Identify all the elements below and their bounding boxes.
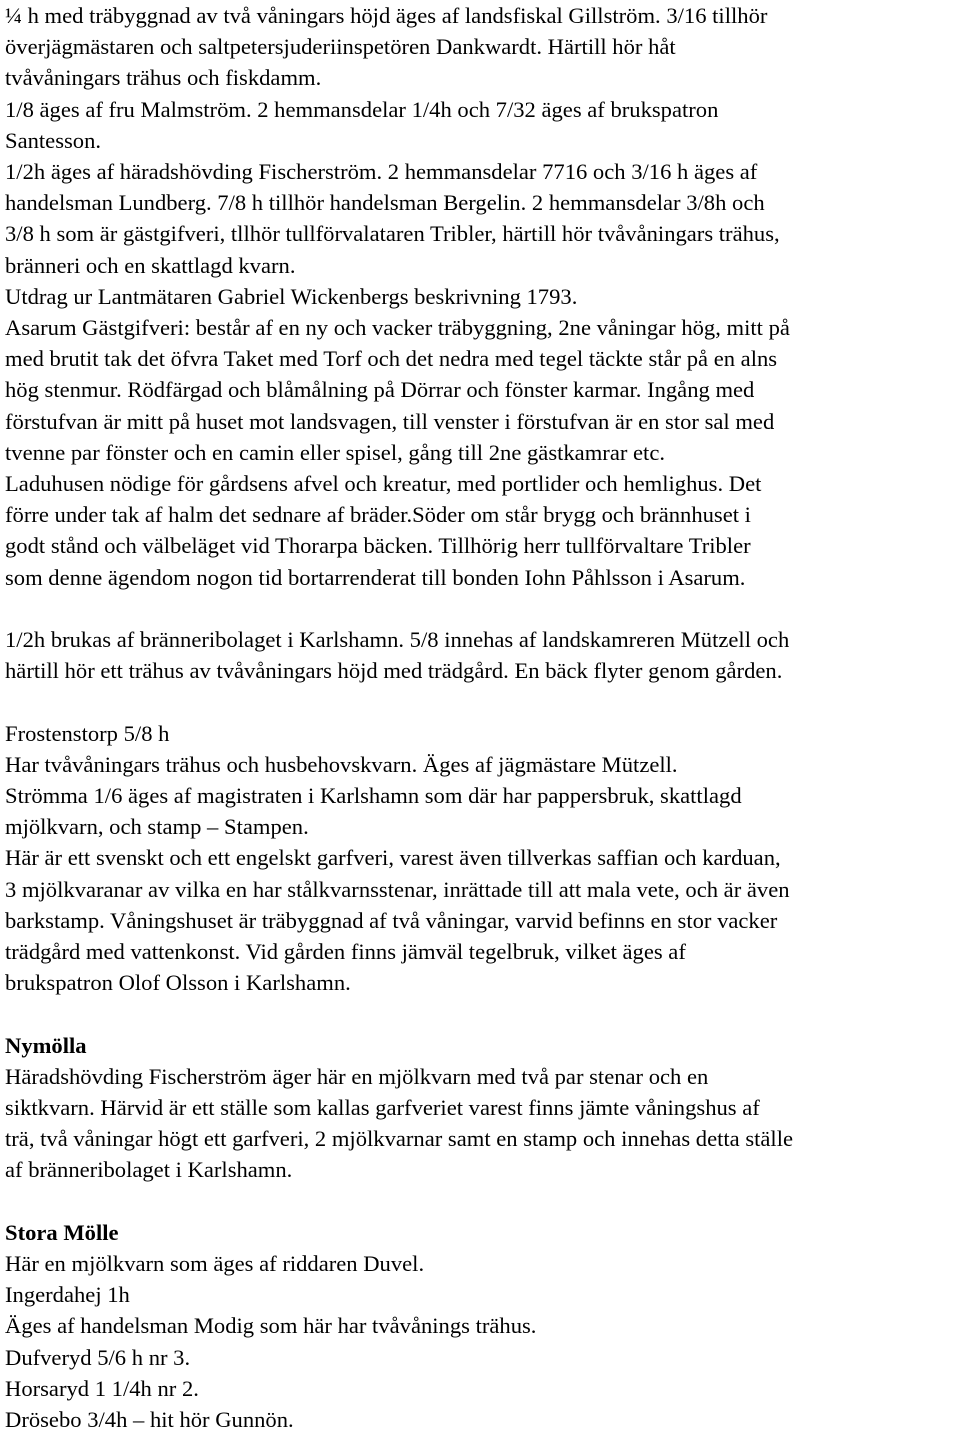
text-line: hög stenmur. Rödfärgad och blåmålning på Dörrar och fönster karmar. Ingång med bbox=[5, 377, 755, 403]
text-line: af bränneribolaget i Karlshamn. bbox=[5, 1157, 293, 1183]
paragraph-gap bbox=[5, 593, 960, 624]
text-line: Äges af handelsman Modig som här har tvåvånings trähus. bbox=[5, 1313, 537, 1339]
section-nymolla bbox=[5, 1030, 960, 1186]
text-line: 3/8 h som är gästgifveri, tllhör tullförvalataren Tribler, härtill hör tvåvåningars trähus, bbox=[5, 221, 780, 247]
text-line: Här är ett svenskt och ett engelskt garfveri, varest även tillverkas saffian och karduan, bbox=[5, 845, 781, 871]
paragraph-wickenberg bbox=[5, 281, 960, 312]
text-line: Häradshövding Fischerström äger här en mjölkvarn med två par stenar och en bbox=[5, 1063, 709, 1089]
text-line: trä, två våningar högt ett garfveri, 2 mjölkvarnar samt en stamp och innehas detta ställe bbox=[5, 1126, 794, 1152]
text-line: härtill hör ett trähus av tvåvåningars höjd med trädgård. En bäck flyter genom gården. bbox=[5, 658, 783, 684]
paragraph-fischerstrom bbox=[5, 156, 960, 281]
document-page bbox=[5, 0, 960, 1435]
text-line: Frostenstorp 5/8 h bbox=[5, 720, 170, 746]
text-line: 3 mjölkvaranar av vilka en har stålkvarnsstenar, inrättade till att mala vete, och är även bbox=[5, 876, 790, 902]
text-line: handelsman Lundberg. 7/8 h tillhör handelsman Bergelin. 2 hemmansdelar 3/8h och bbox=[5, 190, 765, 216]
text-line: bränneri och en skattlagd kvarn. bbox=[5, 252, 296, 278]
text-line: siktkvarn. Härvid är ett ställe som kallas garfveriet varest finns jämte våningshus af bbox=[5, 1095, 760, 1121]
paragraph-asarum-gastgifveri bbox=[5, 312, 960, 593]
text-line: Dufveryd 5/6 h nr 3. bbox=[5, 1344, 191, 1370]
text-line: Utdrag ur Lantmätaren Gabriel Wickenbergs beskrivning 1793. bbox=[5, 283, 578, 309]
text-line: barkstamp. Våningshuset är träbyggnad af två våningar, varvid befinns en stor vacker bbox=[5, 907, 778, 933]
text-line: Laduhusen nödige för gårdsens afvel och kreatur, med portlider och hemlighus. Det bbox=[5, 471, 762, 497]
paragraph-frostenstorp bbox=[5, 718, 960, 999]
text-line: Ingerdahej 1h bbox=[5, 1282, 130, 1308]
section-heading: Stora Mölle bbox=[5, 1219, 119, 1245]
text-line: som denne ägendom nogon tid bortarrenderat till bonden Iohn Påhlsson i Asarum. bbox=[5, 564, 746, 590]
text-line: ¼ h med träbyggnad av två våningars höjd äges af landsfiskal Gillström. 3/16 tillhör bbox=[5, 3, 768, 28]
paragraph-branneribolaget bbox=[5, 624, 960, 686]
text-line: Har tvåvåningars trähus och husbehovskvarn. Äges af jägmästare Mützell. bbox=[5, 751, 678, 777]
text-line: Horsaryd 1 1/4h nr 2. bbox=[5, 1375, 199, 1401]
text-line: mjölkvarn, och stamp – Stampen. bbox=[5, 814, 309, 840]
text-line: Santesson. bbox=[5, 127, 102, 153]
text-line: godt stånd och välbeläget vid Thorarpa bäcken. Tillhörig herr tullförvaltare Tribler bbox=[5, 533, 751, 559]
text-line: förstufvan är mitt på huset mot landsvagen, till venster i förstufvan är en stor sal med bbox=[5, 408, 775, 434]
text-line: 1/2h brukas af bränneribolaget i Karlshamn. 5/8 innehas af landskamreren Mützell och bbox=[5, 627, 790, 653]
text-line: trädgård med vattenkonst. Vid gården finns jämväl tegelbruk, vilket äges af bbox=[5, 939, 686, 965]
paragraph-gap bbox=[5, 686, 960, 717]
paragraph-malmstrom bbox=[5, 94, 960, 156]
text-line: 1/8 äges af fru Malmström. 2 hemmansdelar 1/4h och 7/32 äges af brukspatron bbox=[5, 96, 719, 122]
section-heading: Nymölla bbox=[5, 1032, 87, 1058]
text-line: överjägmästaren och saltpetersjuderiinspetören Dankwardt. Härtill hör håt bbox=[5, 34, 676, 60]
paragraph-gap bbox=[5, 998, 960, 1029]
paragraph-gillstrom bbox=[5, 0, 960, 94]
text-line: brukspatron Olof Olsson i Karlshamn. bbox=[5, 970, 351, 996]
text-line: med brutit tak det öfvra Taket med Torf och det nedra med tegel täckte står på en alns bbox=[5, 346, 778, 372]
paragraph-gap bbox=[5, 1186, 960, 1217]
section-stora-molle bbox=[5, 1217, 960, 1435]
text-line: Drösebo 3/4h – hit hör Gunnön. bbox=[5, 1407, 294, 1433]
text-line: tvenne par fönster och en camin eller spisel, gång till 2ne gästkamrar etc. bbox=[5, 439, 665, 465]
text-line: Här en mjölkvarn som äges af riddaren Duvel. bbox=[5, 1251, 425, 1277]
text-line: Asarum Gästgifveri: består af en ny och vacker träbyggning, 2ne våningar hög, mitt på bbox=[5, 315, 790, 341]
text-line: Strömma 1/6 äges af magistraten i Karlshamn som där har pappersbruk, skattlagd bbox=[5, 783, 742, 809]
text-line: 1/2h äges af häradshövding Fischerström. 2 hemmansdelar 7716 och 3/16 h äges af bbox=[5, 159, 758, 185]
text-line: förre under tak af halm det sednare af bräder.Söder om står brygg och brännhuset i bbox=[5, 502, 751, 528]
text-line: tvåvåningars trähus och fiskdamm. bbox=[5, 65, 322, 91]
